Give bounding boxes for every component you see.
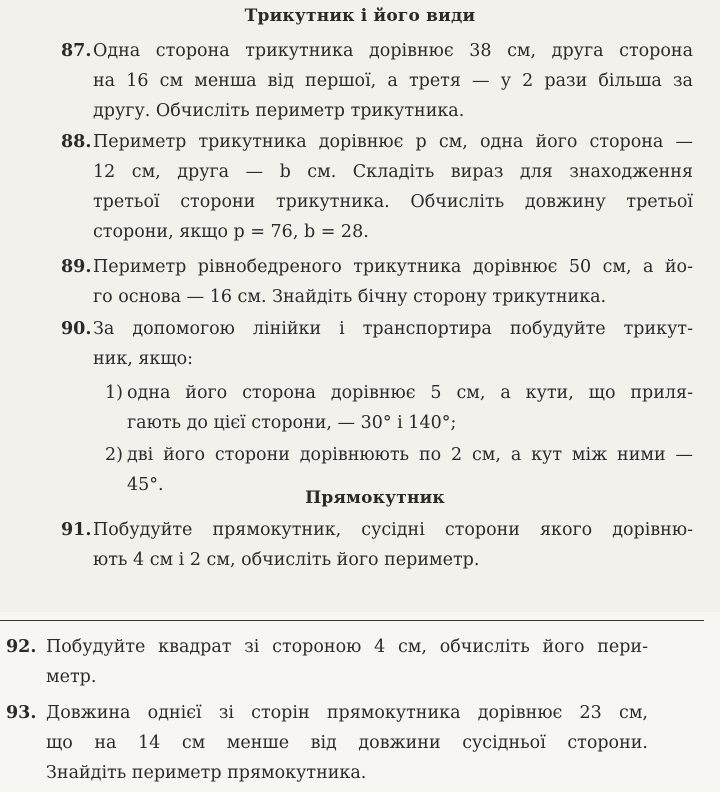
problem-88 [61,127,693,247]
problem-number: 89. [61,257,92,277]
problem-text-line: Периметр трикутника дорівнює p см, одна його сторона — [93,132,693,152]
problem-91 [61,515,693,575]
problem-92 [6,632,648,692]
problem-text-line: Побудуйте квадрат зі стороною 4 см, обчисліть його пери- [46,637,648,657]
problem-text-line: 12 см, друга — b см. Складіть вираз для знаходження [93,162,693,182]
subitem-text-line: одна його сторона дорівнює 5 см, а кути, що приля- [127,383,693,403]
problem-text-line: го основа — 16 см. Знайдіть бічну сторону трикутника. [93,287,607,307]
problem-number: 91. [61,520,92,540]
problem-text-line: третьої сторони трикутника. Обчисліть довжину третьої [93,192,693,212]
section-title-rectangle: Прямокутник [305,488,445,508]
page-divider [0,620,704,621]
problem-text-line: Периметр рівнобедреного трикутника дорівнює 50 см, а йо- [93,257,693,277]
problem-number: 93. [6,703,37,723]
subitem-1 [105,378,693,438]
subitem-text-line: гають до цієї сторони, — 30° і 140°; [127,413,457,433]
problem-text-line: ють 4 см і 2 см, обчисліть його периметр. [93,550,480,570]
problem-text-line: За допомогою лінійки і транспортира побудуйте трикут- [93,319,693,339]
subitem-text-line: дві його сторони дорівнюють по 2 см, а кут між ними — [127,445,693,465]
subitem-text-line: 45°. [127,475,164,495]
section-title-triangles: Трикутник і його види [244,6,476,26]
problem-93 [6,698,648,788]
problem-89 [61,252,693,312]
problem-text-line: Побудуйте прямокутник, сусідні сторони якого дорівню- [93,520,693,540]
problem-text-line: що на 14 см менше від довжини сусідньої сторони. [46,733,648,753]
subitem-label: 1) [105,383,123,403]
problem-text-line: сторони, якщо p = 76, b = 28. [93,222,369,242]
problem-number: 87. [61,41,92,61]
problem-text-line: Довжина однієї зі сторін прямокутника дорівнює 23 см, [46,703,648,723]
problem-90 [61,314,693,500]
problem-number: 90. [61,319,92,339]
problem-87 [61,36,693,126]
problem-number: 88. [61,132,92,152]
problem-text-line: Знайдіть периметр прямокутника. [46,763,367,783]
problem-text-line: другу. Обчисліть периметр трикутника. [93,101,465,121]
problem-text-line: на 16 см менша від першої, а третя — у 2 рази більша за [93,71,693,91]
problem-text-line: метр. [46,667,97,687]
problem-text-line: Одна сторона трикутника дорівнює 38 см, друга сторона [93,41,693,61]
subitem-label: 2) [105,445,123,465]
problem-text-line: ник, якщо: [93,349,194,369]
problem-number: 92. [6,637,37,657]
